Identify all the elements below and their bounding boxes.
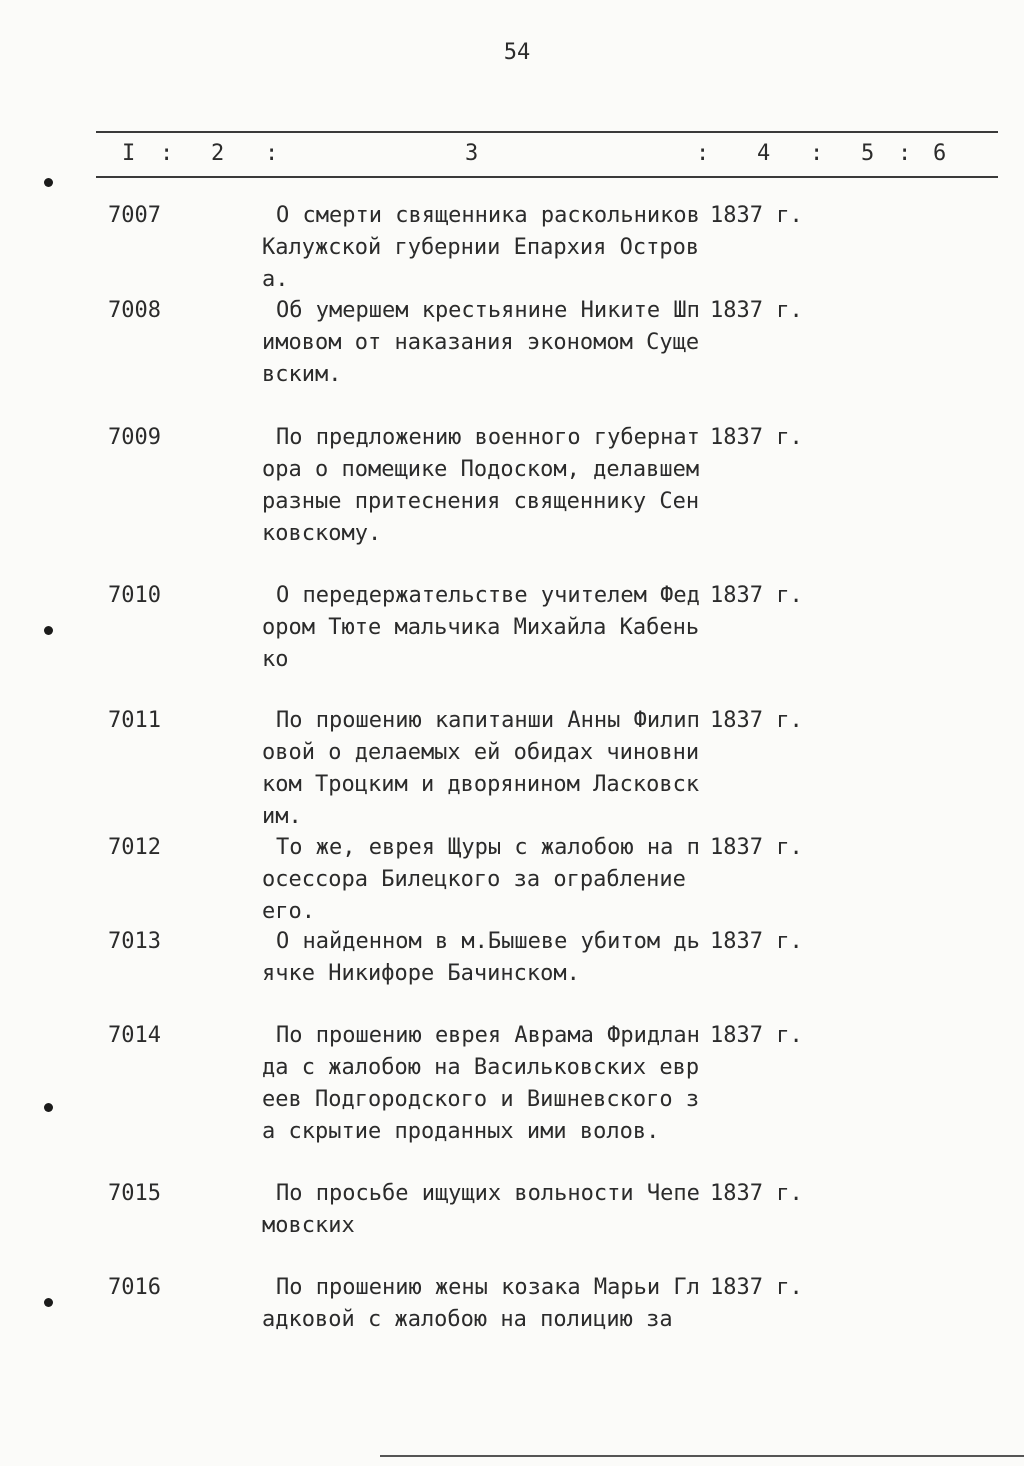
header-rule-top <box>96 131 998 133</box>
entry-number: 7012 <box>108 835 161 860</box>
entry-date: 1837 г. <box>710 425 803 450</box>
entry-title: О передержательстве учителем Федором Тюте мальчика Михайла Кабенько <box>262 583 700 672</box>
header-rule-bottom <box>96 176 998 178</box>
punch-hole <box>44 178 53 187</box>
entry-title: По просьбе ищущих вольности Чепемовских <box>262 1181 700 1238</box>
column-header-3: 3 <box>465 141 479 166</box>
column-header-6: 6 <box>933 141 947 166</box>
column-header-4: 4 <box>757 141 771 166</box>
entry-date: 1837 г. <box>710 1275 803 1300</box>
column-separator: : <box>160 141 174 166</box>
column-separator: : <box>265 141 279 166</box>
entry-number: 7016 <box>108 1275 161 1300</box>
bottom-edge-line <box>380 1455 1024 1457</box>
punch-hole <box>44 1103 53 1112</box>
entry-date: 1837 г. <box>710 1181 803 1206</box>
column-header-1: I <box>122 141 136 166</box>
entry-title: Об умершем крестьянине Никите Шпимовом от наказания экономом Сущевским. <box>262 298 700 387</box>
entry-date: 1837 г. <box>710 203 803 228</box>
entry-number: 7014 <box>108 1023 161 1048</box>
entry-number: 7009 <box>108 425 161 450</box>
page-number: 54 <box>503 40 531 65</box>
entry-title: По прошению жены козака Марьи Гладковой с жалобою на полицию за <box>262 1275 700 1332</box>
entry-number: 7007 <box>108 203 161 228</box>
entry-date: 1837 г. <box>710 1023 803 1048</box>
column-separator: : <box>810 141 824 166</box>
entry-number: 7008 <box>108 298 161 323</box>
entry-date: 1837 г. <box>710 298 803 323</box>
entry-date: 1837 г. <box>710 583 803 608</box>
entry-title: По прошению еврея Аврама Фридланда с жалобою на Васильковских евреев Подгородского и Вишневского за скрытие проданных ими волов. <box>262 1023 700 1144</box>
entry-number: 7011 <box>108 708 161 733</box>
entry-date: 1837 г. <box>710 708 803 733</box>
entry-title: По прошению капитанши Анны Филиповой о делаемых ей обидах чиновником Троцким и дворянином Ласковским. <box>262 708 700 829</box>
entry-title: По предложению военного губернатора о помещике Подоском, делавшем разные притеснения священнику Сенковскому. <box>262 425 700 546</box>
column-separator: : <box>898 141 912 166</box>
entry-date: 1837 г. <box>710 835 803 860</box>
entry-number: 7015 <box>108 1181 161 1206</box>
punch-hole <box>44 626 53 635</box>
column-separator: : <box>696 141 710 166</box>
punch-hole <box>44 1298 53 1307</box>
column-header-5: 5 <box>861 141 875 166</box>
entry-number: 7013 <box>108 929 161 954</box>
entry-date: 1837 г. <box>710 929 803 954</box>
entry-title: О смерти священника раскольников Калужской губернии Епархия Острова. <box>262 203 700 292</box>
column-header-2: 2 <box>211 141 225 166</box>
entry-number: 7010 <box>108 583 161 608</box>
entry-title: О найденном в м.Бышеве убитом дьячке Никифоре Бачинском. <box>262 929 700 986</box>
entry-title: То же, еврея Щуры с жалобою на посессора Билецкого за ограбление его. <box>262 835 700 924</box>
